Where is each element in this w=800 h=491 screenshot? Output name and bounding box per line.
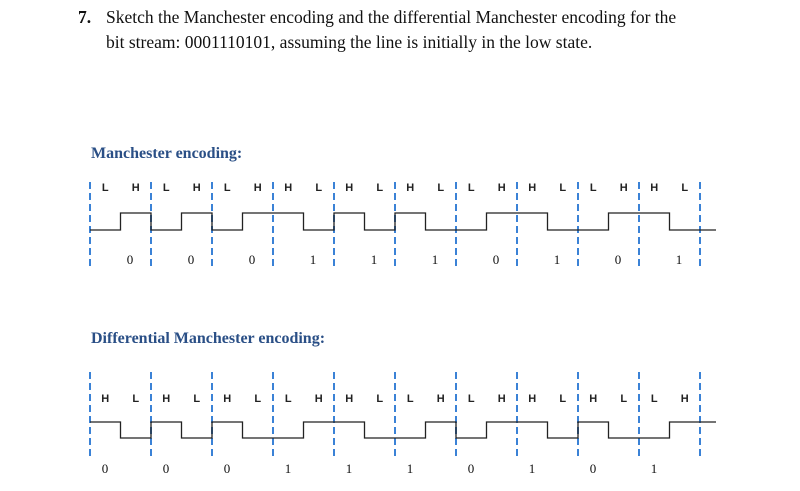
differential-level-label: H [345, 393, 354, 405]
manchester-level-label: L [223, 182, 231, 194]
manchester-bit-label: 1 [431, 252, 439, 267]
differential-bit-label: 0 [162, 461, 170, 476]
manchester-level-label: L [467, 182, 475, 194]
manchester-level-label: H [131, 182, 140, 194]
differential-level-label: L [620, 393, 628, 405]
manchester-level-label: L [162, 182, 170, 194]
differential-level-label: H [162, 393, 171, 405]
differential-level-label: H [680, 393, 689, 405]
differential-level-label: H [436, 393, 445, 405]
manchester-level-label: L [101, 182, 109, 194]
differential-level-label: L [193, 393, 201, 405]
manchester-level-label: H [345, 182, 354, 194]
differential-diagram [90, 372, 716, 476]
differential-bit-label: 0 [589, 461, 597, 476]
differential-bit-label: 0 [223, 461, 231, 476]
differential-level-label: H [223, 393, 232, 405]
differential-bit-label: 0 [101, 461, 109, 476]
manchester-title: Manchester encoding: [91, 145, 243, 162]
manchester-level-label: H [406, 182, 415, 194]
differential-waveform [90, 422, 716, 438]
manchester-level-label: H [284, 182, 293, 194]
manchester-level-label: H [528, 182, 537, 194]
question-text-line-1: Sketch the Manchester encoding and the differential Manchester encoding for the [106, 7, 677, 27]
manchester-waveform [90, 213, 716, 230]
differential-level-label: L [132, 393, 140, 405]
differential-bit-label: 1 [284, 461, 292, 476]
question-number: 7. [78, 7, 92, 27]
differential-level-label: L [650, 393, 658, 405]
differential-level-label: H [497, 393, 506, 405]
manchester-level-label: H [253, 182, 262, 194]
differential-level-label: H [528, 393, 537, 405]
manchester-bit-label: 1 [309, 252, 317, 267]
manchester-level-label: H [497, 182, 506, 194]
question-text-line-2: bit stream: 0001110101, assuming the line is initially in the low state. [106, 32, 593, 52]
differential-level-label: L [254, 393, 262, 405]
manchester-bit-label: 1 [553, 252, 561, 267]
differential-level-label: H [589, 393, 598, 405]
differential-bit-label: 1 [650, 461, 658, 476]
differential-level-label: H [314, 393, 323, 405]
differential-bit-label: 1 [406, 461, 414, 476]
manchester-level-label: H [650, 182, 659, 194]
differential-level-label: L [406, 393, 414, 405]
manchester-level-label: H [619, 182, 628, 194]
manchester-level-label: L [437, 182, 445, 194]
differential-level-label: H [101, 393, 110, 405]
differential-title: Differential Manchester encoding: [91, 330, 326, 347]
differential-bit-label: 1 [528, 461, 536, 476]
differential-level-label: L [376, 393, 384, 405]
differential-level-label: L [467, 393, 475, 405]
manchester-level-label: H [192, 182, 201, 194]
differential-level-label: L [284, 393, 292, 405]
manchester-bit-label: 0 [614, 252, 622, 267]
manchester-level-label: L [681, 182, 689, 194]
differential-bit-label: 0 [467, 461, 475, 476]
manchester-bit-label: 1 [675, 252, 683, 267]
manchester-level-label: L [376, 182, 384, 194]
manchester-bit-label: 0 [126, 252, 134, 267]
manchester-level-label: L [315, 182, 323, 194]
differential-level-label: L [559, 393, 567, 405]
manchester-bit-label: 0 [492, 252, 500, 267]
manchester-level-label: L [559, 182, 567, 194]
manchester-bit-label: 0 [187, 252, 195, 267]
manchester-level-label: L [589, 182, 597, 194]
manchester-bit-label: 1 [370, 252, 378, 267]
manchester-diagram [90, 182, 716, 270]
differential-bit-label: 1 [345, 461, 353, 476]
manchester-bit-label: 0 [248, 252, 256, 267]
